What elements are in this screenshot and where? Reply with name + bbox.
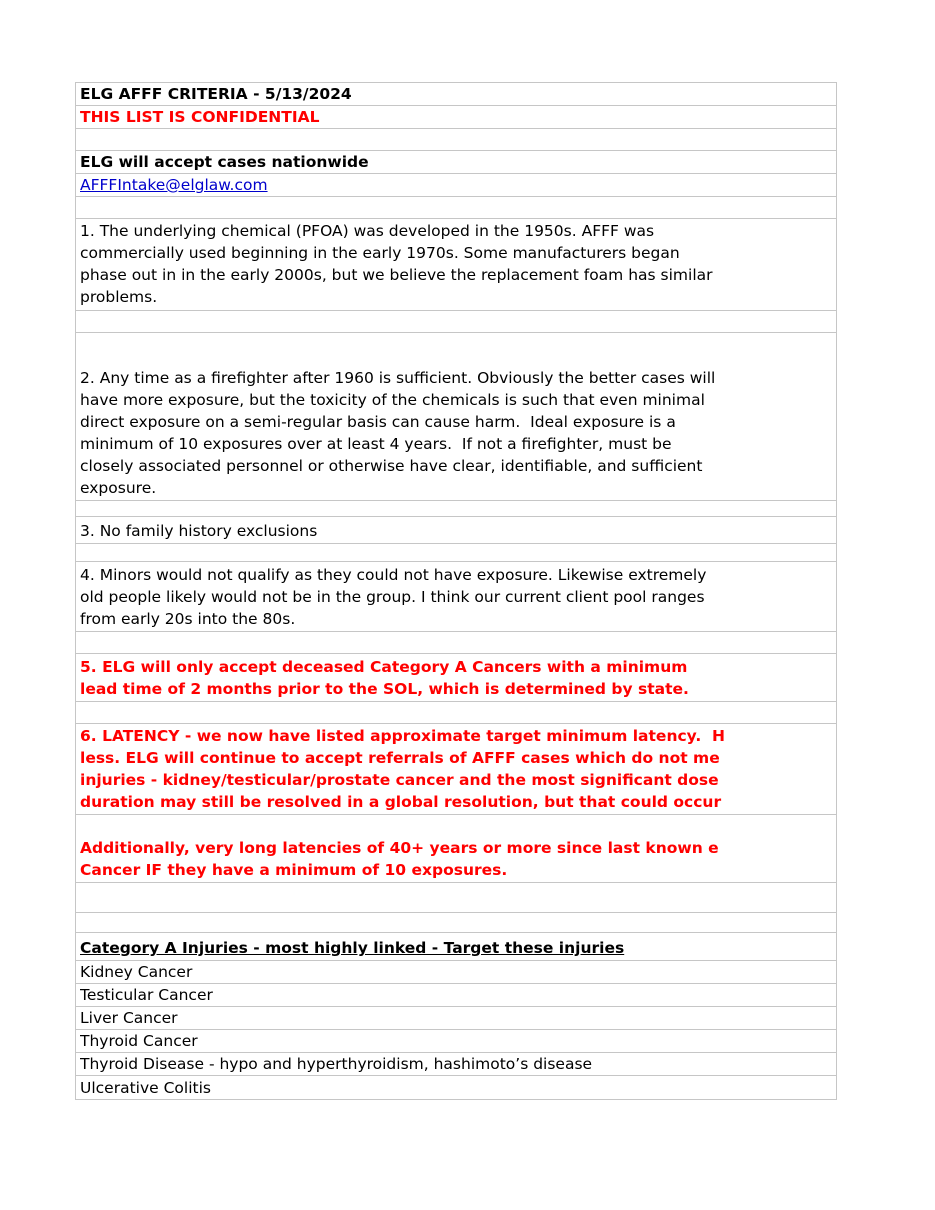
text-line: 3. No family history exclusions (80, 522, 318, 540)
injury-row-thyroid-cancer (76, 1030, 836, 1053)
text-line: Cancer IF they have a minimum of 10 exposures. (80, 861, 508, 879)
text-line: exposure. (80, 479, 157, 497)
confidential-row (76, 106, 836, 129)
text-line: commercially used beginning in the early 1970s. Some manufacturers began (80, 244, 680, 262)
text-line: duration may still be resolved in a global resolution, but that could occur (80, 793, 722, 811)
text-line: 1. The underlying chemical (PFOA) was developed in the 1950s. AFFF was (80, 222, 655, 240)
criteria-sheet (75, 82, 837, 1100)
text-line: from early 20s into the 80s. (80, 610, 296, 628)
email-row (76, 174, 836, 197)
injury-row-thyroid-disease (76, 1053, 836, 1076)
note-2-row (76, 333, 836, 501)
injury-row-liver-cancer (76, 1007, 836, 1030)
spacer-row (76, 913, 836, 933)
text-line: ELG AFFF CRITERIA - 5/13/2024 (80, 85, 352, 103)
spacer-row (76, 501, 836, 517)
text-line: have more exposure, but the toxicity of the chemicals is such that even minimal (80, 391, 705, 409)
text-line: Additionally, very long latencies of 40+ years or more since last known e (80, 839, 719, 857)
text-line: Ulcerative Colitis (80, 1078, 211, 1097)
injury-row-testicular-cancer (76, 984, 836, 1007)
text-line: Category A Injuries - most highly linked - Target these injuries (80, 939, 625, 957)
text-line: THIS LIST IS CONFIDENTIAL (80, 108, 320, 126)
text-line: 6. LATENCY - we now have listed approximate target minimum latency. H (80, 727, 725, 745)
text-line: direct exposure on a semi-regular basis can cause harm. Ideal exposure is a (80, 413, 676, 431)
spacer-row (76, 544, 836, 562)
title-row (76, 83, 836, 106)
text-line: Thyroid Disease - hypo and hyperthyroidism, hashimoto’s disease (80, 1055, 593, 1073)
note-5-row (76, 654, 836, 702)
note-6b-row (76, 815, 836, 883)
text-line: Liver Cancer (80, 1009, 178, 1027)
email-link[interactable]: AFFFIntake@elglaw.com (80, 176, 268, 194)
text-line: 2. Any time as a firefighter after 1960 is sufficient. Obviously the better cases will (80, 369, 716, 387)
text-line: old people likely would not be in the group. I think our current client pool ranges (80, 588, 705, 606)
note-6-row (76, 724, 836, 815)
text-line: 4. Minors would not qualify as they could not have exposure. Likewise extremely (80, 566, 707, 584)
note-1-row (76, 219, 836, 311)
spacer-row (76, 702, 836, 724)
spacer-row (76, 632, 836, 654)
text-line: injuries - kidney/testicular/prostate cancer and the most significant dose (80, 771, 719, 789)
nationwide-row (76, 151, 836, 174)
text-line: Kidney Cancer (80, 963, 193, 981)
text-line: Thyroid Cancer (80, 1032, 198, 1050)
spacer-row (76, 883, 836, 913)
note-4-row (76, 562, 836, 632)
text-line: problems. (80, 288, 158, 306)
spacer-row (76, 129, 836, 151)
injury-row-ulcerative-colitis (76, 1076, 836, 1099)
injury-row-kidney-cancer (76, 961, 836, 984)
text-line: ELG will accept cases nationwide (80, 153, 369, 171)
text-line: Testicular Cancer (80, 986, 213, 1004)
text-line: less. ELG will continue to accept referrals of AFFF cases which do not me (80, 749, 720, 767)
text-line: lead time of 2 months prior to the SOL, which is determined by state. (80, 679, 689, 698)
spacer-row (76, 197, 836, 219)
text-line: 5. ELG will only accept deceased Category A Cancers with a minimum (80, 657, 688, 676)
text-line: phase out in in the early 2000s, but we believe the replacement foam has similar (80, 266, 713, 284)
note-3-row (76, 517, 836, 544)
text-line: minimum of 10 exposures over at least 4 years. If not a firefighter, must be (80, 435, 672, 453)
category-a-header-row (76, 933, 836, 961)
text-line: closely associated personnel or otherwise have clear, identifiable, and sufficient (80, 457, 703, 475)
spacer-row (76, 311, 836, 333)
